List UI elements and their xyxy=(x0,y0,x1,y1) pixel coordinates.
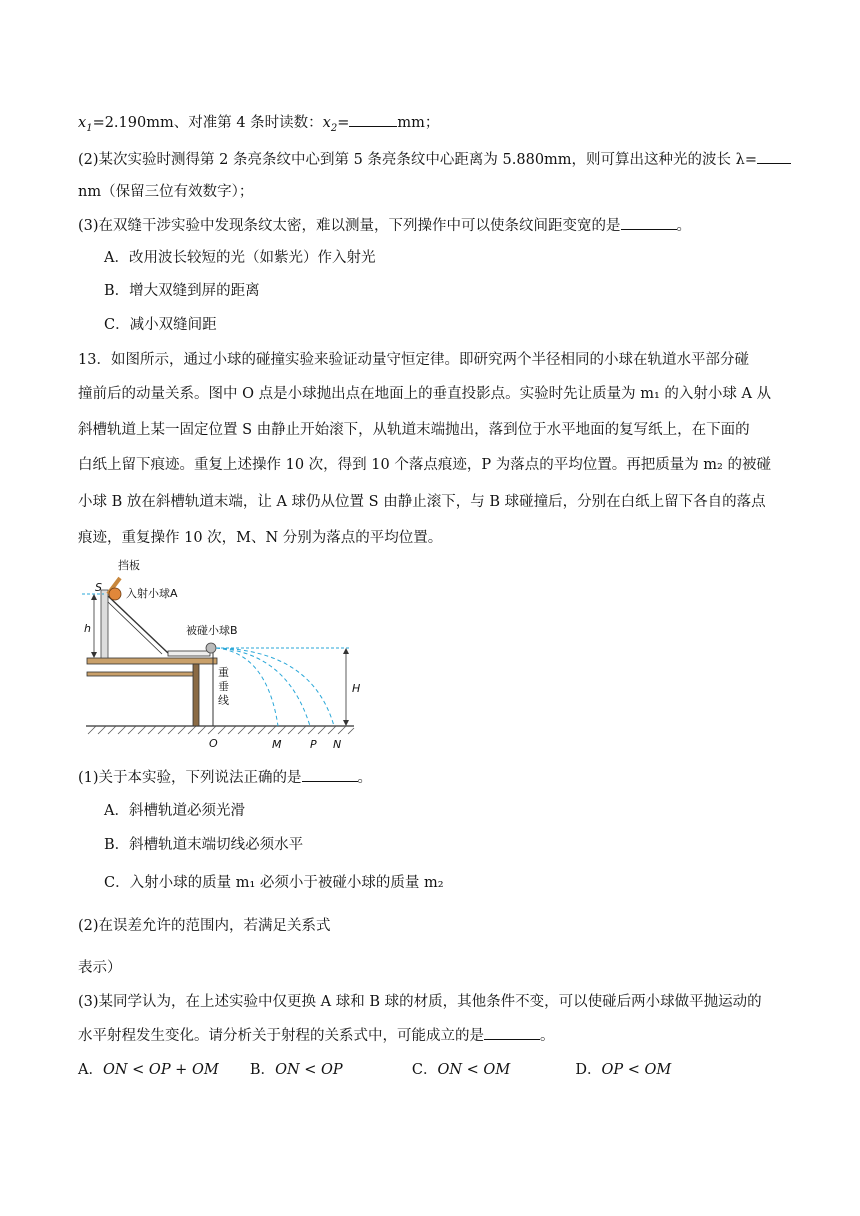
label-M: M xyxy=(272,738,282,751)
label-baffle: 挡板 xyxy=(118,559,140,572)
ball-b xyxy=(206,643,216,653)
trajectory-p xyxy=(216,648,310,726)
q12-part2-cont: nm（保留三位有效数字）； xyxy=(78,184,254,200)
q13-text-2: 撞前后的动量关系。图中 O 点是小球抛出点在地面上的垂直投影点。实验时先让质量为 m₁ 的入射小球 A 从 xyxy=(78,386,772,402)
q13-part1: (1)关于本实验，下列说法正确的是 。 xyxy=(78,767,784,788)
q13-part3: (3)某同学认为，在上述实验中仅更换 A 球和 B 球的材质，其他条件不变，可以使碰后两小球做平抛运动的 xyxy=(78,994,762,1010)
table-leg xyxy=(193,664,199,726)
label-h: h xyxy=(84,622,91,635)
q13-option-b[interactable]: B．斜槽轨道末端切线必须水平 xyxy=(104,837,304,853)
label-P: P xyxy=(310,738,317,751)
label-plumb-3: 线 xyxy=(218,694,229,707)
opt3-d[interactable]: D．OP < OM xyxy=(575,1062,672,1078)
incline-track xyxy=(108,596,168,653)
blank-q13-1[interactable] xyxy=(302,767,358,782)
opt3-a[interactable]: A．ON < OP + OM xyxy=(78,1062,219,1078)
blank-q13-3[interactable] xyxy=(484,1025,540,1040)
q13-text-5: 小球 B 放在斜槽轨道末端，让 A 球仍从位置 S 由静止滚下，与 B 球碰撞后，分别在白纸上留下各自的落点 xyxy=(78,494,766,510)
label-plumb-1: 重 xyxy=(218,666,229,679)
q13-text-4: 白纸上留下痕迹。重复上述操作 10 次，得到 10 个落点痕迹，P 为落点的平均位置。再把质量为 m₂ 的被碰 xyxy=(78,457,771,473)
blank-x2[interactable] xyxy=(349,112,397,127)
label-O: O xyxy=(209,737,218,750)
label-ball-b: 被碰小球B xyxy=(186,624,238,637)
q13-option-a[interactable]: A．斜槽轨道必须光滑 xyxy=(104,803,245,819)
q13-part2-cont: 表示） xyxy=(78,960,122,976)
table-shelf xyxy=(87,672,195,676)
label-S: S xyxy=(95,581,102,594)
experiment-diagram-svg xyxy=(82,558,362,754)
stand-post xyxy=(101,590,108,658)
option-c[interactable]: C．减小双缝间距 xyxy=(104,317,217,333)
opt3-b[interactable]: B．ON < OP xyxy=(249,1062,343,1078)
option-a[interactable]: A．改用波长较短的光（如紫光）作入射光 xyxy=(104,250,376,266)
label-N: N xyxy=(333,738,342,751)
collision-experiment-figure xyxy=(82,558,362,754)
answer-line-x2: $x_1=2.190mm$、对准第 4 条时读数：$x_2=$ mm； xyxy=(78,112,784,139)
blank-q12-3[interactable] xyxy=(621,215,677,230)
q13-part2: (2)在误差允许的范围内，若满足关系式 xyxy=(78,918,331,934)
trajectory-n xyxy=(216,648,334,726)
ground-hatch xyxy=(88,726,354,734)
table-top xyxy=(87,658,217,664)
q13-text-1: 13．如图所示，通过小球的碰撞实验来验证动量守恒定律。即研究两个半径相同的小球在轨道水平部分碰 xyxy=(78,352,749,368)
q13-part3-options xyxy=(78,1060,784,1080)
label-H: H xyxy=(352,682,361,695)
track-horizontal xyxy=(168,651,210,656)
q13-text-6: 痕迹，重复操作 10 次，M、N 分别为落点的平均位置。 xyxy=(78,530,443,546)
blank-wavelength[interactable] xyxy=(757,149,791,164)
ball-a xyxy=(109,588,121,600)
q13-text-3: 斜槽轨道上某一固定位置 S 由静止开始滚下，从轨道末端抛出，落到位于水平地面的复写纸上，在下面的 xyxy=(78,422,750,438)
option-b[interactable]: B．增大双缝到屏的距离 xyxy=(104,283,260,299)
q12-part2: (2)某次实验时测得第 2 条亮条纹中心到第 5 条亮条纹中心距离为 5.880mm，则可算出这种光的波长 λ= xyxy=(78,149,784,170)
label-ball-a: 入射小球A xyxy=(126,587,178,600)
q12-part3: (3)在双缝干涉实验中发现条纹太密，难以测量，下列操作中可以使条纹间距变宽的是 。 xyxy=(78,215,784,236)
opt3-c[interactable]: C．ON < OM xyxy=(411,1062,511,1078)
label-plumb-2: 垂 xyxy=(218,680,229,693)
q13-option-c[interactable]: C．入射小球的质量 m₁ 必须小于被碰小球的质量 m₂ xyxy=(104,875,444,891)
q13-part3-cont: 水平射程发生变化。请分析关于射程的关系式中，可能成立的是 。 xyxy=(78,1025,784,1046)
